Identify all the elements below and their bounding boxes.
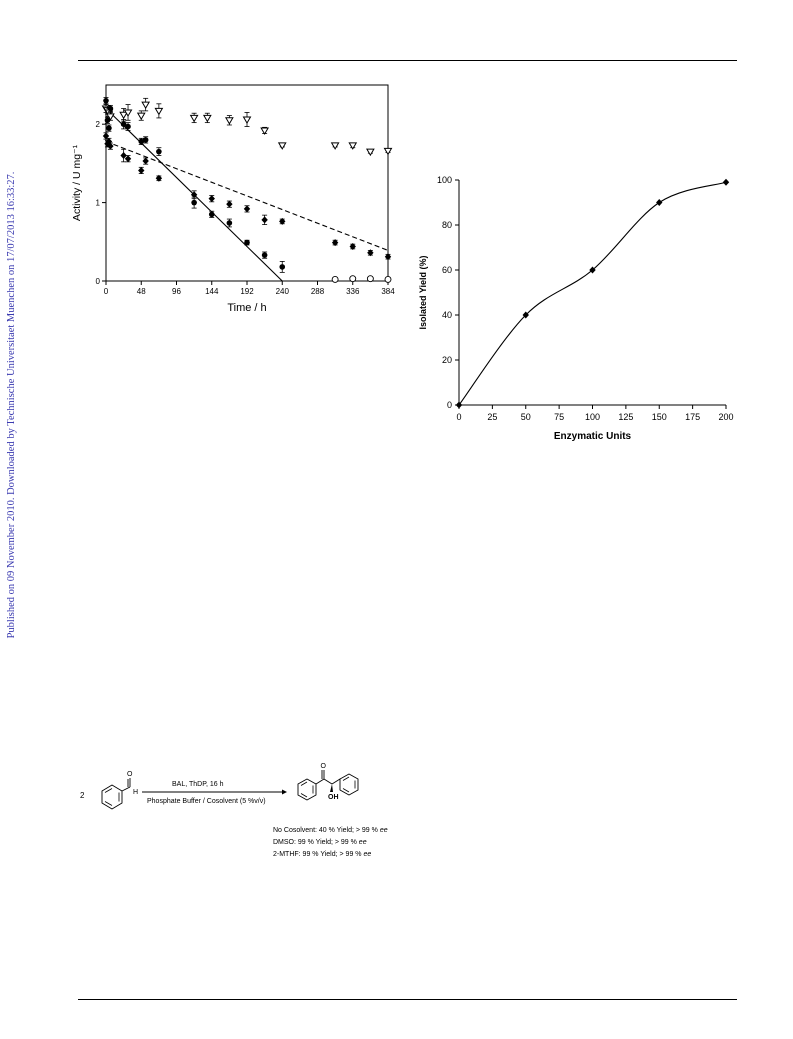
x-tick-label: 240	[275, 287, 289, 296]
x-tick-label: 100	[584, 412, 601, 422]
result-text: DMSO: 99 % Yield; > 99 %	[273, 839, 359, 846]
x-tick-label: 0	[456, 412, 462, 422]
aldehyde-bond	[122, 787, 130, 791]
x-tick-label: 0	[103, 287, 109, 296]
reaction-scheme	[80, 760, 420, 870]
x-axis-label: Enzymatic Units	[553, 431, 632, 442]
x-tick-label: 200	[718, 412, 734, 422]
circle-point	[209, 212, 215, 218]
reaction-arrow	[142, 788, 287, 796]
diamond-point	[656, 199, 662, 206]
circle-point	[156, 149, 162, 155]
ketone-oxygen-label: O	[320, 763, 326, 770]
triangle-point	[191, 115, 198, 121]
x-tick-label: 150	[651, 412, 667, 422]
triangle-point	[279, 143, 286, 149]
triangle-point	[204, 115, 211, 121]
ee-label: ee	[358, 839, 367, 846]
yield-units-chart	[410, 165, 745, 455]
x-tick-label: 125	[618, 412, 634, 422]
circle-point	[106, 125, 112, 131]
y-axis-label: Isolated Yield (%)	[418, 255, 428, 330]
wedge-bond	[330, 784, 333, 792]
ring-double-bond	[343, 789, 349, 793]
y-tick-label: 0	[95, 277, 100, 286]
triangle-point	[155, 108, 162, 114]
x-tick-label: 144	[205, 287, 219, 296]
circle-point	[105, 117, 111, 123]
aldehyde-oxygen-label: O	[127, 771, 133, 778]
conditions-top: BAL, ThDP, 16 h	[172, 781, 224, 788]
triangle-point	[367, 149, 374, 155]
y-tick-label: 60	[441, 265, 452, 275]
result-text: 2-MTHF: 99 % Yield; > 99 %	[273, 851, 364, 858]
chiral-bond	[324, 779, 332, 784]
diamond-point	[138, 167, 144, 174]
x-tick-label: 48	[136, 287, 146, 296]
benzaldehyde-structure	[88, 770, 148, 820]
circle-point	[227, 220, 233, 226]
triangle-point	[261, 128, 268, 134]
triangle-point	[226, 118, 233, 124]
diamond-point	[244, 205, 250, 212]
x-tick-label: 50	[520, 412, 531, 422]
y-tick-label: 20	[441, 355, 452, 365]
yield-curve	[459, 182, 726, 405]
ring-double-bond	[301, 782, 307, 786]
open-circle-point	[332, 276, 338, 282]
bottom-rule	[78, 999, 737, 1000]
triangle-point	[138, 113, 145, 119]
reactant-coefficient: 2	[80, 791, 85, 800]
circle-point	[279, 264, 285, 270]
y-axis-label: Activity / U mg⁻¹	[71, 144, 83, 222]
x-axis-label: Time / h	[227, 302, 267, 314]
result-2-mthf	[273, 851, 371, 858]
ring-double-bond	[105, 789, 112, 793]
aryl-bond	[332, 779, 340, 784]
conditions-bottom: Phosphate Buffer / Cosolvent (5 %v/v)	[147, 798, 266, 805]
diamond-point	[723, 179, 729, 186]
open-circle-point	[350, 276, 356, 282]
circle-point	[143, 137, 149, 143]
diamond-point	[209, 195, 215, 202]
x-tick-label: 288	[310, 287, 325, 296]
hydroxyl-label: OH	[328, 794, 339, 801]
aldehyde-h-label: H	[133, 789, 139, 796]
y-tick-label: 1	[95, 198, 100, 208]
dashed-fit-line	[106, 141, 388, 250]
circle-point	[244, 240, 250, 246]
circle-point	[125, 124, 131, 130]
ketone-bond	[316, 779, 324, 784]
x-tick-label: 384	[381, 287, 395, 296]
y-tick-label: 80	[441, 220, 452, 230]
triangle-point	[332, 143, 339, 149]
benzoin-structure	[292, 760, 387, 815]
x-tick-label: 175	[685, 412, 701, 422]
circle-point	[108, 106, 114, 112]
circle-point	[191, 200, 197, 206]
triangle-point	[385, 148, 392, 154]
x-tick-label: 336	[346, 287, 360, 296]
circle-point	[103, 98, 109, 104]
diamond-point	[226, 201, 232, 208]
ee-label: ee	[379, 827, 388, 834]
diamond-point	[142, 158, 148, 165]
y-tick-label: 40	[441, 310, 452, 320]
x-tick-label: 192	[240, 287, 254, 296]
y-tick-label: 100	[436, 175, 452, 185]
activity-time-chart	[60, 80, 400, 325]
result-dmso	[273, 839, 367, 846]
triangle-point	[244, 117, 251, 123]
ring-double-bond	[301, 794, 307, 798]
result-text: No Cosolvent: 40 % Yield; > 99 %	[273, 827, 380, 834]
triangle-point	[142, 102, 149, 108]
ring-double-bond	[105, 802, 112, 806]
publication-note: Published on 09 November 2010. Downloaded by Technische Universitaet Muenchen on 17/07/2013 16:33:27.	[6, 171, 17, 639]
x-tick-label: 96	[172, 287, 181, 296]
ee-label: ee	[363, 851, 372, 858]
diamond-point	[261, 216, 267, 223]
circle-point	[262, 252, 268, 258]
y-tick-label: 0	[446, 400, 452, 410]
top-rule	[78, 60, 737, 61]
open-circle-point	[367, 276, 373, 282]
ring-double-bond	[343, 777, 349, 781]
x-tick-label: 25	[487, 412, 498, 422]
y-tick-label: 2	[95, 120, 100, 130]
open-circle-point	[385, 276, 391, 282]
result-no-cosolvent	[273, 827, 388, 834]
x-tick-label: 75	[554, 412, 565, 422]
